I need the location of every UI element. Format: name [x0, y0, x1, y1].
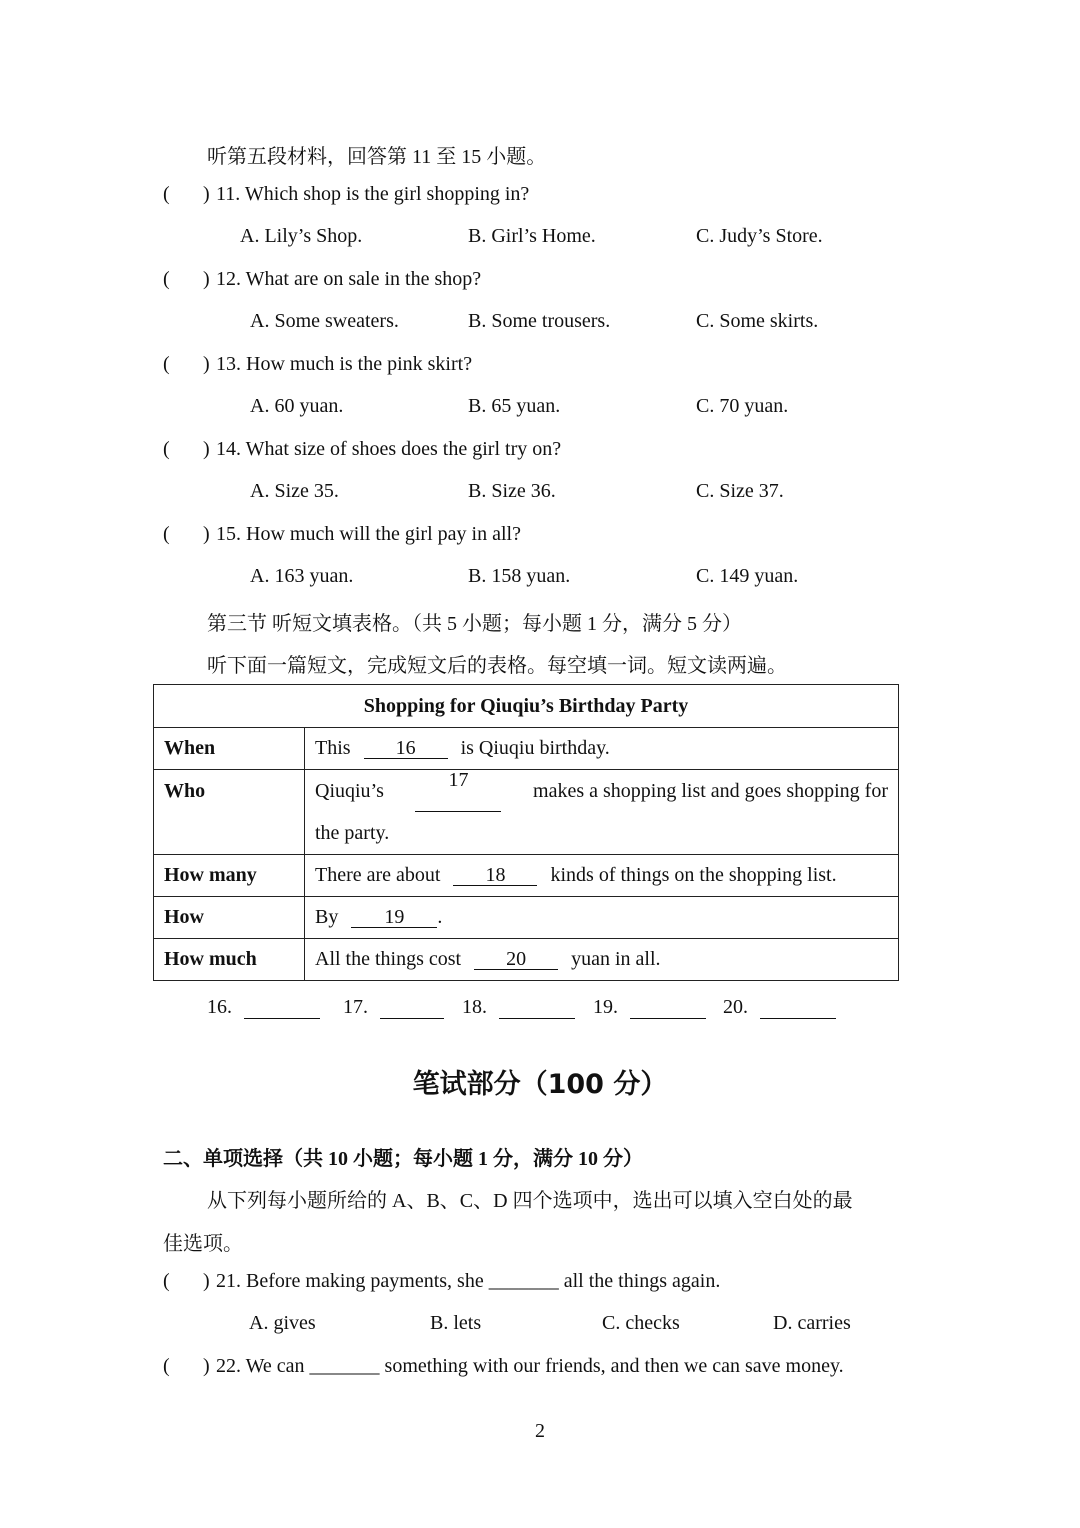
answer-number: 17. [343, 996, 368, 1018]
answer-line-20 [723, 996, 836, 1019]
answer-paren-open[interactable]: ( [163, 523, 170, 545]
option-c: C. 149 yuan. [696, 565, 799, 587]
option-c: C. checks [602, 1312, 680, 1334]
answer-paren-close: ) [203, 183, 210, 205]
answer-paren-open[interactable]: ( [163, 268, 170, 290]
answer-blank[interactable] [380, 998, 444, 1019]
section3-title: 第三节 听短文填表格。（共 5 小题；每小题 1 分，满分 5 分） [207, 613, 742, 635]
question-text: 12. What are on sale in the shop? [216, 268, 482, 290]
answer-line-18 [462, 996, 575, 1019]
blank-17[interactable]: 17 [415, 770, 501, 812]
row-content [305, 939, 899, 981]
answer-paren-open[interactable]: ( [163, 1270, 170, 1292]
answer-line-16 [207, 996, 320, 1019]
blank-18[interactable]: 18 [453, 865, 537, 886]
section2-instruction-cont: 佳选项。 [163, 1233, 243, 1255]
answer-paren-close: ) [203, 268, 210, 290]
option-b: B. Size 36. [468, 480, 556, 502]
option-a: A. 60 yuan. [250, 395, 344, 417]
blank-19[interactable]: 19 [351, 907, 437, 928]
text: is Qiuqiu birthday. [460, 737, 610, 759]
shopping-table [153, 684, 899, 981]
section2-instruction: 从下列每小题所给的 A、B、C、D 四个选项中，选出可以填入空白处的最 [207, 1190, 853, 1212]
question-text: 22. We can _______ something with our friends, and then we can save money. [216, 1355, 844, 1377]
table-row [154, 770, 899, 855]
table-row [154, 855, 899, 897]
text: makes a shopping list and goes shopping for [533, 780, 888, 802]
row-content [305, 855, 899, 897]
answer-number: 20. [723, 996, 748, 1018]
table-row [154, 897, 899, 939]
section2-title: 二、单项选择（共 10 小题；每小题 1 分，满分 10 分） [163, 1148, 643, 1170]
answer-paren-open[interactable]: ( [163, 1355, 170, 1377]
option-b: B. lets [430, 1312, 482, 1334]
option-d: D. carries [773, 1312, 851, 1334]
answer-number: 16. [207, 996, 232, 1018]
row-label: How [154, 897, 305, 939]
answer-blank[interactable] [499, 998, 575, 1019]
row-label: How many [154, 855, 305, 897]
answer-paren-close: ) [203, 1270, 210, 1292]
answer-line-17 [343, 996, 444, 1019]
option-b: B. 158 yuan. [468, 565, 571, 587]
answer-paren-close: ) [203, 353, 210, 375]
row-label: Who [154, 770, 305, 855]
text: . [437, 906, 443, 928]
table-row [154, 728, 899, 770]
option-a: A. Some sweaters. [250, 310, 399, 332]
text: Qiuqiu’s [315, 780, 384, 802]
section3-instruction: 听下面一篇短文，完成短文后的表格。每空填一词。短文读两遍。 [207, 655, 787, 677]
text: All the things cost [315, 948, 462, 970]
instruction-section5: 听第五段材料，回答第 11 至 15 小题。 [207, 146, 547, 168]
text: There are about [315, 864, 441, 886]
question-text: 14. What size of shoes does the girl try on? [216, 438, 562, 460]
option-a: A. 163 yuan. [250, 565, 354, 587]
table-caption: Shopping for Qiuqiu’s Birthday Party [154, 685, 899, 728]
answer-paren-close: ) [203, 438, 210, 460]
question-text: 15. How much will the girl pay in all? [216, 523, 521, 545]
answer-paren-open[interactable]: ( [163, 438, 170, 460]
answer-number: 19. [593, 996, 618, 1018]
page-number: 2 [535, 1420, 545, 1442]
answer-line-19 [593, 996, 706, 1019]
answer-number: 18. [462, 996, 487, 1018]
answer-paren-close: ) [203, 1355, 210, 1377]
question-text: 11. Which shop is the girl shopping in? [216, 183, 530, 205]
answer-paren-close: ) [203, 523, 210, 545]
answer-paren-open[interactable]: ( [163, 183, 170, 205]
blank-20[interactable]: 20 [474, 949, 558, 970]
row-label: How much [154, 939, 305, 981]
option-b: B. 65 yuan. [468, 395, 561, 417]
row-content [305, 897, 899, 939]
text: yuan in all. [571, 948, 661, 970]
blank-16[interactable]: 16 [364, 738, 448, 759]
text: the party. [315, 822, 390, 844]
option-b: B. Some trousers. [468, 310, 611, 332]
option-c: C. 70 yuan. [696, 395, 789, 417]
option-c: C. Size 37. [696, 480, 784, 502]
text: By [315, 906, 339, 928]
question-text: 21. Before making payments, she _______ all the things again. [216, 1270, 721, 1292]
answer-paren-open[interactable]: ( [163, 353, 170, 375]
answer-blank[interactable] [244, 998, 320, 1019]
option-a: A. gives [249, 1312, 316, 1334]
question-text: 13. How much is the pink skirt? [216, 353, 473, 375]
row-content [305, 728, 899, 770]
written-part-title: 笔试部分（100 分） [412, 1069, 668, 1100]
option-b: B. Girl’s Home. [468, 225, 596, 247]
table-row [154, 939, 899, 981]
row-content [305, 770, 899, 855]
text: kinds of things on the shopping list. [550, 864, 837, 886]
option-c: C. Some skirts. [696, 310, 819, 332]
option-a: A. Lily’s Shop. [240, 225, 363, 247]
row-label: When [154, 728, 305, 770]
answer-blank[interactable] [630, 998, 706, 1019]
answer-blank[interactable] [760, 998, 836, 1019]
option-a: A. Size 35. [250, 480, 339, 502]
text: This [315, 737, 351, 759]
option-c: C. Judy’s Store. [696, 225, 823, 247]
